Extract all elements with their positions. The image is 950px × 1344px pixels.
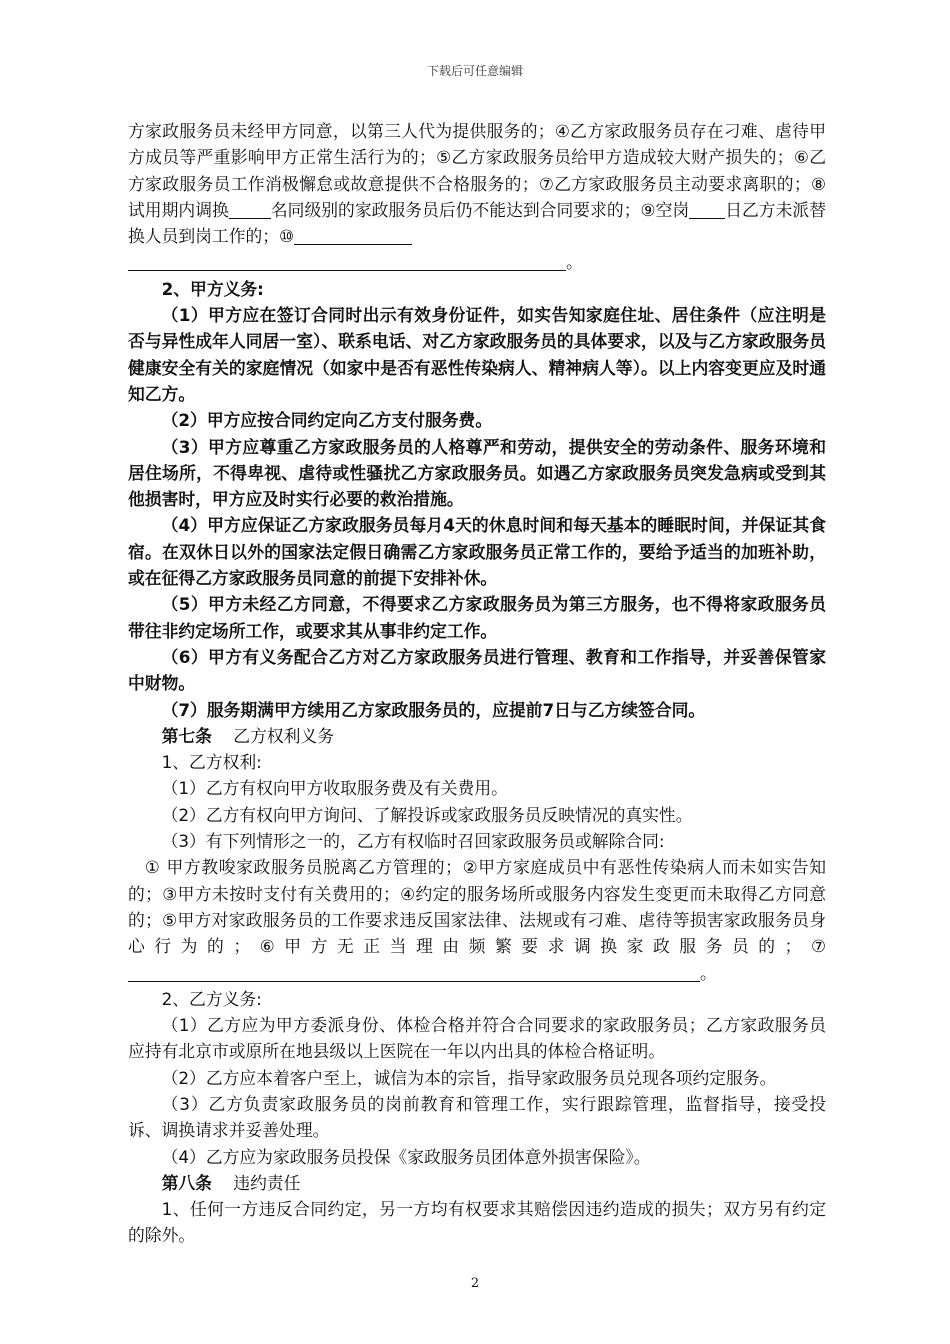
duties-heading: 2、乙方义务: xyxy=(161,988,262,1009)
recall-cases xyxy=(128,854,826,985)
duty-item: （3）乙方负责家政服务员的岗前教育和管理工作，实行跟踪管理，监督指导，接受投诉、调换请求并妥善处理。 xyxy=(128,1093,826,1141)
article-title: 第七条 xyxy=(161,725,212,746)
right-item: （1）乙方有权向甲方收取服务费及有关费用。 xyxy=(161,778,508,799)
blank-field xyxy=(689,200,725,219)
party-a-duty-item: （2）甲方应按合同约定向乙方支付服务费。 xyxy=(161,410,493,431)
party-a-duty-item: （6）甲方有义务配合乙方对乙方家政服务员进行管理、教育和工作指导，并妥善保管家中财物。 xyxy=(128,646,826,694)
party-a-duty-item: （3）甲方应尊重乙方家政服务员的人格尊严和劳动，提供安全的劳动条件、服务环境和居住场所，不得卑视、虐待或性骚扰乙方家政服务员。如遇乙方家政服务员突发急病或受到其他损害时，甲方应及时实行必要的救治措施。 xyxy=(128,436,826,510)
intro-text-1: 方家政服务员未经甲方同意，以第三人代为提供服务的；④乙方家政服务员存在刁难、虐待甲方成员等严重影响甲方正常生活行为的；⑤乙方家政服务员给甲方造成较大财产损失的；⑥乙方家政服务员工作消极懈怠或故意提供不合格服务的；⑦乙方家政服务员主动要求离职的；⑧试用期内调换 xyxy=(128,121,826,220)
party-a-duty-item: （4）甲方应保证乙方家政服务员每月4天的休息时间和每天基本的睡眠时间，并保证其食宿。在双休日以外的国家法定假日确需乙方家政服务员正常工作的，要给予适当的加班补助，或在征得乙方家政服务员同意的前提下安排补休。 xyxy=(128,515,826,589)
intro-text-3: 日乙方未派替换人员到岗工作的；⑩ xyxy=(128,199,826,247)
party-a-duties-heading: 2、甲方义务: xyxy=(161,278,264,299)
intro-paragraph xyxy=(128,118,826,276)
duty-item: （2）乙方应本着客户至上，诚信为本的宗旨，指导家政服务员兑现各项约定服务。 xyxy=(161,1067,777,1088)
recall-cases-text: ① 甲方教唆家政服务员脱离乙方管理的；②甲方家庭成员中有恶性传染病人而未如实告知的；③甲方未按时支付有关费用的；④约定的服务场所或服务内容发生变更而未取得乙方同意的；⑤甲方对家政服务员的工作要求违反国家法律、法规或有刁难、虐待等损害家政服务员身心行为的；⑥甲方无正当理由频繁要求调换家政服务员的；⑦ xyxy=(128,857,826,957)
recall-cases-end: 。 xyxy=(700,962,717,983)
article-title: 第八条 xyxy=(161,1172,212,1193)
blank-field xyxy=(128,963,700,982)
intro-end: 。 xyxy=(566,252,583,273)
duty-item: （1）乙方应为甲方委派身份、体检合格并符合合同要求的家政服务员；乙方家政服务员应持有北京市或原所在地县级以上医院在一年以内出具的体检合格证明。 xyxy=(128,1015,826,1062)
liability-item: 1、任何一方违反合同约定，另一方均有权要求其赔偿因违约造成的损失；双方另有约定的除外。 xyxy=(128,1199,826,1246)
article-name: 违约责任 xyxy=(233,1172,301,1193)
duty-item: （4）乙方应为家政服务员投保《家政服务员团体意外损害保险》。 xyxy=(161,1146,651,1167)
party-a-duty-item: （7）服务期满甲方续用乙方家政服务员的，应提前7日与乙方续签合同。 xyxy=(161,699,706,720)
party-a-duty-item: （1）甲方应在签订合同时出示有效身份证件，如实告知家庭住址、居住条件（应注明是否与异性成年人同居一室）、联系电话、对乙方家政服务员的具体要求，以及与乙方家政服务员健康安全有关的家庭情况（如家中是否有恶性传染病人、精神病人等）。以上内容变更应及时通知乙方。 xyxy=(128,305,826,404)
blank-field xyxy=(229,200,271,219)
document-body xyxy=(128,118,826,1249)
intro-text-2: 名同级别的家政服务员后仍不能达到合同要求的；⑨空岗 xyxy=(270,199,690,220)
blank-field xyxy=(128,252,566,271)
blank-field xyxy=(294,226,412,245)
article-name: 乙方权利义务 xyxy=(233,725,334,746)
party-a-duty-item: （5）甲方未经乙方同意，不得要求乙方家政服务员为第三方服务，也不得将家政服务员带往非约定场所工作，或要求其从事非约定工作。 xyxy=(128,594,826,641)
rights-heading: 1、乙方权利: xyxy=(161,752,262,773)
page-number: 2 xyxy=(470,1276,480,1291)
right-item: （2）乙方有权向甲方询问、了解投诉或家政服务员反映情况的真实性。 xyxy=(161,804,693,825)
article-7-heading xyxy=(128,723,826,749)
page-header: 下载后可任意编辑 xyxy=(426,64,523,78)
right-item: （3）有下列情形之一的，乙方有权临时召回家政服务员或解除合同: xyxy=(161,831,665,852)
article-8-heading xyxy=(128,1170,826,1196)
